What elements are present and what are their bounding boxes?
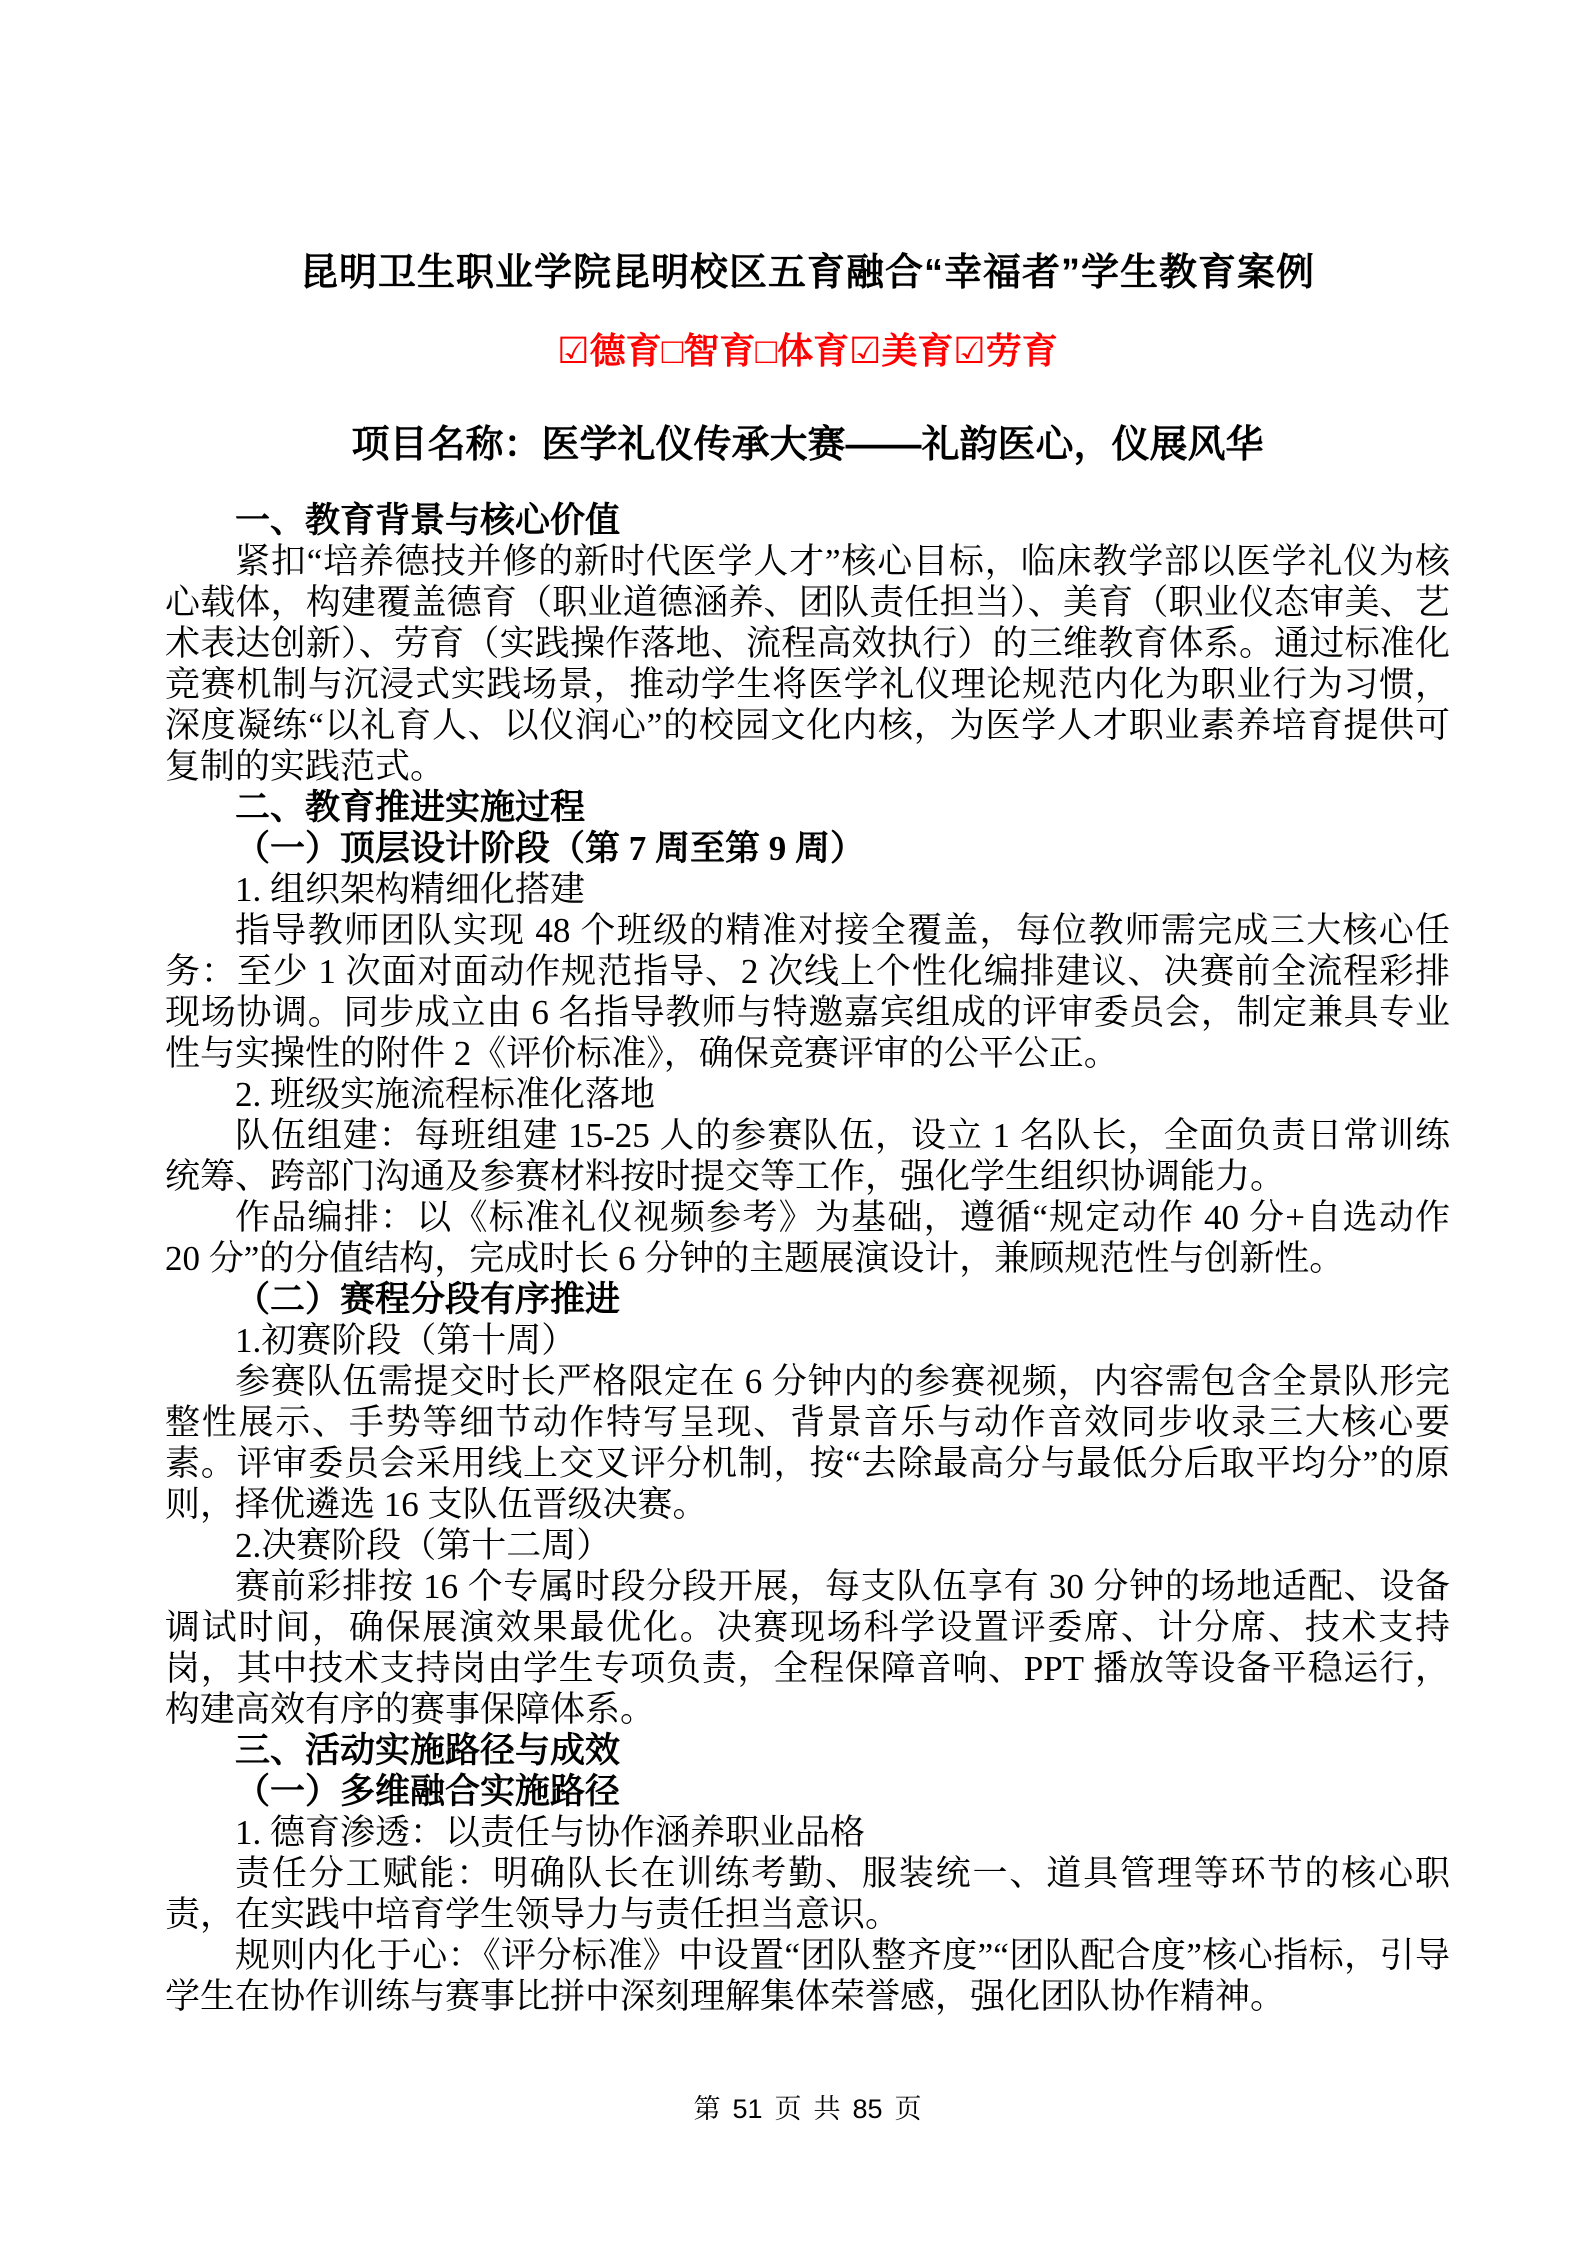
footer-word-page-2: 页 xyxy=(894,2093,922,2124)
five-education-checklist xyxy=(165,328,1450,374)
numbered-subhead: 1. 德育渗透：以责任与协作涵养职业品格 xyxy=(235,1812,866,1852)
body-paragraph: 规则内化于心：《评分标准》中设置“团队整齐度”“团队配合度”核心指标，引导学生在协作训练与赛事比拼中深刻理解集体荣誉感，强化团队协作精神。 xyxy=(165,1935,1450,2016)
body-paragraph: 指导教师团队实现 48 个班级的精准对接全覆盖，每位教师需完成三大核心任务：至少 1 次面对面动作规范指导、2 次线上个性化编排建议、决赛前全流程彩排现场协调。同步成立由 6 名指导教师与特邀嘉宾组成的评审委员会，制定兼具专业性与实操性的附件 2《评价标准》，确保竞赛评审的公平公正。 xyxy=(165,910,1450,1073)
body-paragraph: 参赛队伍需提交时长严格限定在 6 分钟内的参赛视频，内容需包含全景队形完整性展示、手势等细节动作特写呈现、背景音乐与动作音效同步收录三大核心要素。评审委员会采用线上交叉评分机制，按“去除最高分与最低分后取平均分”的原则，择优遴选 16 支队伍晋级决赛。 xyxy=(165,1361,1450,1524)
numbered-subhead: 2. 班级实施流程标准化落地 xyxy=(235,1074,656,1114)
footer-word-total: 共 xyxy=(813,2093,841,2124)
category-item xyxy=(755,330,849,371)
subsection-heading: （一）顶层设计阶段（第 7 周至第 9 周） xyxy=(235,828,866,868)
checkbox-checked-icon: ☑ xyxy=(849,330,882,371)
numbered-subhead: 1.初赛阶段（第十周） xyxy=(235,1320,577,1360)
section-heading: 二、教育推进实施过程 xyxy=(235,787,586,827)
category-label: 劳育 xyxy=(985,330,1058,371)
category-label: 德育 xyxy=(589,330,662,371)
body-paragraph: 作品编排：以《标准礼仪视频参考》为基础，遵循“规定动作 40 分+自选动作 20 分”的分值结构，完成时长 6 分钟的主题展演设计，兼顾规范性与创新性。 xyxy=(165,1197,1450,1278)
total-page-number: 85 xyxy=(852,2093,883,2124)
body-paragraph: 责任分工赋能：明确队长在训练考勤、服装统一、道具管理等环节的核心职责，在实践中培育学生领导力与责任担当意识。 xyxy=(165,1853,1450,1934)
checkbox-unchecked-icon: □ xyxy=(755,330,778,371)
category-label: 美育 xyxy=(881,330,954,371)
current-page-number: 51 xyxy=(732,2093,763,2124)
section-heading: 一、教育背景与核心价值 xyxy=(235,500,621,540)
footer-word-prefix: 第 xyxy=(693,2093,721,2124)
category-label: 体育 xyxy=(777,330,850,371)
numbered-subhead: 1. 组织架构精细化搭建 xyxy=(235,869,586,909)
body-paragraph: 队伍组建：每班组建 15-25 人的参赛队伍，设立 1 名队长，全面负责日常训练统筹、跨部门沟通及参赛材料按时提交等工作，强化学生组织协调能力。 xyxy=(165,1115,1450,1196)
project-title: 项目名称：医学礼仪传承大赛——礼韵医心，仪展风华 xyxy=(351,424,1264,466)
subsection-heading: （二）赛程分段有序推进 xyxy=(235,1279,621,1319)
section-heading: 三、活动实施路径与成效 xyxy=(235,1730,621,1770)
body-paragraph: 紧扣“培养德技并修的新时代医学人才”核心目标，临床教学部以医学礼仪为核心载体，构建覆盖德育（职业道德涵养、团队责任担当）、美育（职业仪态审美、艺术表达创新）、劳育（实践操作落地、流程高效执行）的三维教育体系。通过标准化竞赛机制与沉浸式实践场景，推动学生将医学礼仪理论规范内化为职业行为习惯，深度凝练“以礼育人、以仪润心”的校园文化内核，为医学人才职业素养培育提供可复制的实践范式。 xyxy=(165,541,1450,786)
checkbox-unchecked-icon: □ xyxy=(661,330,684,371)
category-item xyxy=(849,330,953,371)
category-item xyxy=(557,330,661,371)
numbered-subhead: 2.决赛阶段（第十二周） xyxy=(235,1525,612,1565)
document-body xyxy=(165,500,1450,2017)
checkbox-checked-icon: ☑ xyxy=(953,330,986,371)
page-footer xyxy=(165,2093,1450,2125)
document-title: 昆明卫生职业学院昆明校区五育融合“幸福者”学生教育案例 xyxy=(299,252,1315,294)
checkbox-checked-icon: ☑ xyxy=(557,330,590,371)
footer-word-page: 页 xyxy=(774,2093,802,2124)
category-item xyxy=(662,330,756,371)
subsection-heading: （一）多维融合实施路径 xyxy=(235,1771,621,1811)
category-item xyxy=(953,330,1057,371)
body-paragraph: 赛前彩排按 16 个专属时段分段开展，每支队伍享有 30 分钟的场地适配、设备调试时间，确保展演效果最优化。决赛现场科学设置评委席、计分席、技术支持岗，其中技术支持岗由学生专项负责，全程保障音响、PPT 播放等设备平稳运行，构建高效有序的赛事保障体系。 xyxy=(165,1566,1450,1729)
category-label: 智育 xyxy=(683,330,756,371)
